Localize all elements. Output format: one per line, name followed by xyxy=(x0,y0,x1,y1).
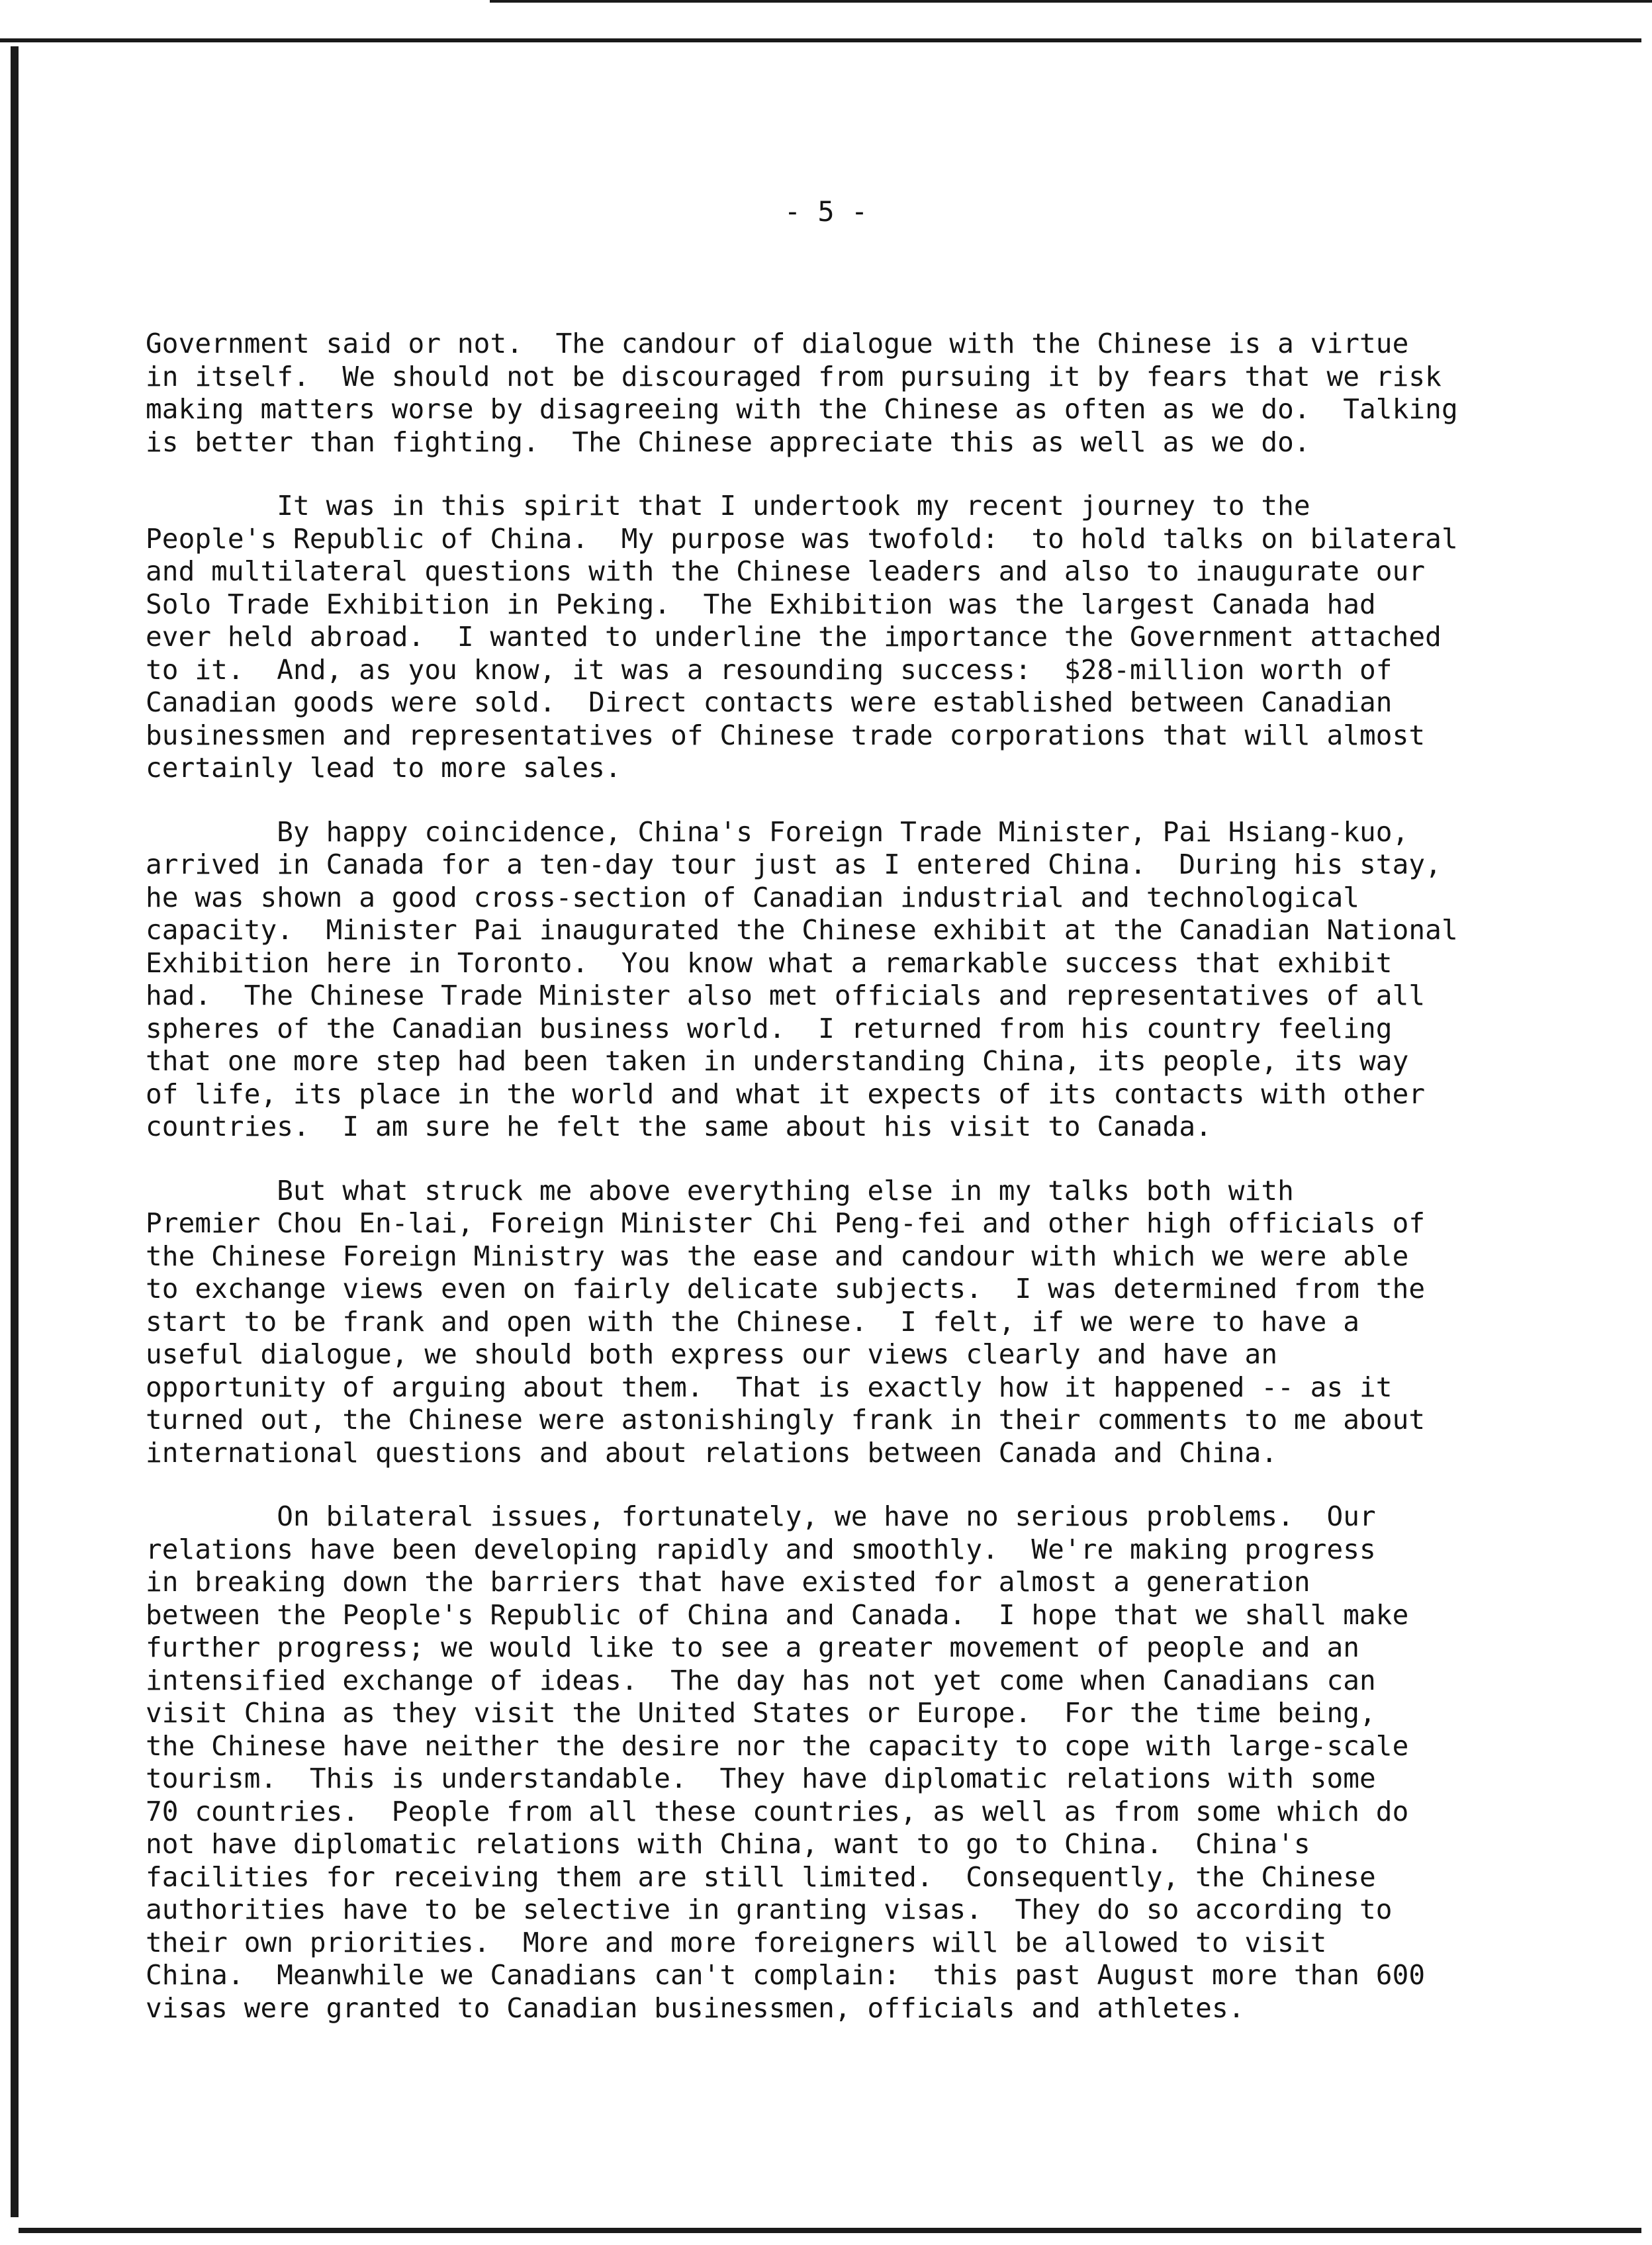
scan-border-left xyxy=(11,46,19,2217)
text-line: It was in this spirit that I undertook my recent journey to the xyxy=(146,490,1310,522)
text-line: intensified exchange of ideas. The day has not yet come when Canadians can xyxy=(146,1664,1376,1696)
text-line: their own priorities. More and more foreigners will be allowed to visit xyxy=(146,1926,1327,1958)
text-line: the Chinese have neither the desire nor the capacity to cope with large-scale xyxy=(146,1729,1409,1762)
text-line: tourism. This is understandable. They have diplomatic relations with some xyxy=(146,1763,1376,1794)
text-line: turned out, the Chinese were astonishingly frank in their comments to me about xyxy=(146,1404,1426,1436)
text-line: China. Meanwhile we Canadians can't complain: this past August more than 600 xyxy=(146,1959,1426,1991)
text-line: that one more step had been taken in understanding China, its people, its way xyxy=(146,1045,1409,1077)
text-line: to it. And, as you know, it was a resounding success: $28-million worth of xyxy=(146,653,1393,686)
text-line: between the People's Republic of China and Canada. I hope that we shall make xyxy=(146,1598,1409,1631)
paragraph-2 xyxy=(146,490,1569,785)
paragraph-5 xyxy=(146,1500,1569,2025)
scan-border-top xyxy=(0,38,1641,42)
text-line: capacity. Minister Pai inaugurated the Chinese exhibit at the Canadian National xyxy=(146,914,1458,946)
scan-border-top-short xyxy=(490,0,1652,3)
scan-border-bottom xyxy=(19,2228,1641,2233)
text-line: But what struck me above everything else in my talks both with xyxy=(146,1174,1294,1207)
text-line: opportunity of arguing about them. That is exactly how it happened -- as it xyxy=(146,1371,1393,1403)
text-line: On bilateral issues, fortunately, we have no serious problems. Our xyxy=(146,1500,1376,1532)
text-line: and multilateral questions with the Chinese leaders and also to inaugurate our xyxy=(146,555,1426,587)
text-line: countries. I am sure he felt the same about his visit to Canada. xyxy=(146,1111,1212,1142)
text-line: certainly lead to more sales. xyxy=(146,752,621,784)
text-line: to exchange views even on fairly delicate subjects. I was determined from the xyxy=(146,1273,1426,1305)
text-line: in breaking down the barriers that have existed for almost a generation xyxy=(146,1566,1310,1598)
text-line: of life, its place in the world and what it expects of its contacts with other xyxy=(146,1077,1426,1110)
text-line: in itself. We should not be discouraged from pursuing it by fears that we risk xyxy=(146,360,1442,392)
text-line: businessmen and representatives of Chinese trade corporations that will almost xyxy=(146,719,1426,751)
text-line: Exhibition here in Toronto. You know what a remarkable success that exhibit xyxy=(146,946,1393,979)
text-line: ever held abroad. I wanted to underline the importance the Government attached xyxy=(146,621,1442,653)
text-line: is better than fighting. The Chinese appreciate this as well as we do. xyxy=(146,426,1310,458)
text-line: the Chinese Foreign Ministry was the ease and candour with which we were able xyxy=(146,1240,1409,1272)
page-number: - 5 - xyxy=(784,195,868,228)
text-line: facilities for receiving them are still limited. Consequently, the Chinese xyxy=(146,1860,1376,1893)
paragraph-4 xyxy=(146,1175,1569,1470)
text-line: had. The Chinese Trade Minister also met officials and representatives of all xyxy=(146,980,1426,1011)
text-line: he was shown a good cross-section of Canadian industrial and technological xyxy=(146,881,1360,913)
text-line: 70 countries. People from all these countries, as well as from some which do xyxy=(146,1795,1409,1827)
text-line: making matters worse by disagreeing with the Chinese as often as we do. Talking xyxy=(146,393,1458,425)
body-text xyxy=(146,328,1569,2056)
text-line: spheres of the Canadian business world. I returned from his country feeling xyxy=(146,1012,1393,1044)
text-line: Premier Chou En-lai, Foreign Minister Chi Peng-fei and other high officials of xyxy=(146,1207,1426,1239)
text-line: By happy coincidence, China's Foreign Trade Minister, Pai Hsiang-kuo, xyxy=(146,815,1409,848)
text-line: Canadian goods were sold. Direct contacts were established between Canadian xyxy=(146,686,1393,718)
text-line: useful dialogue, we should both express our views clearly and have an xyxy=(146,1338,1278,1370)
text-line: not have diplomatic relations with China, want to go to China. China's xyxy=(146,1828,1310,1860)
text-line: start to be frank and open with the Chinese. I felt, if we were to have a xyxy=(146,1305,1360,1338)
text-line: Government said or not. The candour of dialogue with the Chinese is a virtue xyxy=(146,328,1409,359)
text-line: People's Republic of China. My purpose was twofold: to hold talks on bilateral xyxy=(146,522,1458,555)
text-line: authorities have to be selective in granting visas. They do so according to xyxy=(146,1894,1393,1925)
text-line: international questions and about relations between Canada and China. xyxy=(146,1436,1278,1469)
text-line: visit China as they visit the United States or Europe. For the time being, xyxy=(146,1697,1376,1729)
text-line: Solo Trade Exhibition in Peking. The Exhibition was the largest Canada had xyxy=(146,588,1376,620)
text-line: arrived in Canada for a ten-day tour just as I entered China. During his stay, xyxy=(146,848,1442,880)
text-line: further progress; we would like to see a greater movement of people and an xyxy=(146,1631,1360,1663)
paragraph-3 xyxy=(146,816,1569,1144)
paragraph-1 xyxy=(146,328,1569,459)
text-line: relations have been developing rapidly and smoothly. We're making progress xyxy=(146,1533,1376,1565)
text-line: visas were granted to Canadian businessmen, officials and athletes. xyxy=(146,1992,1245,2024)
